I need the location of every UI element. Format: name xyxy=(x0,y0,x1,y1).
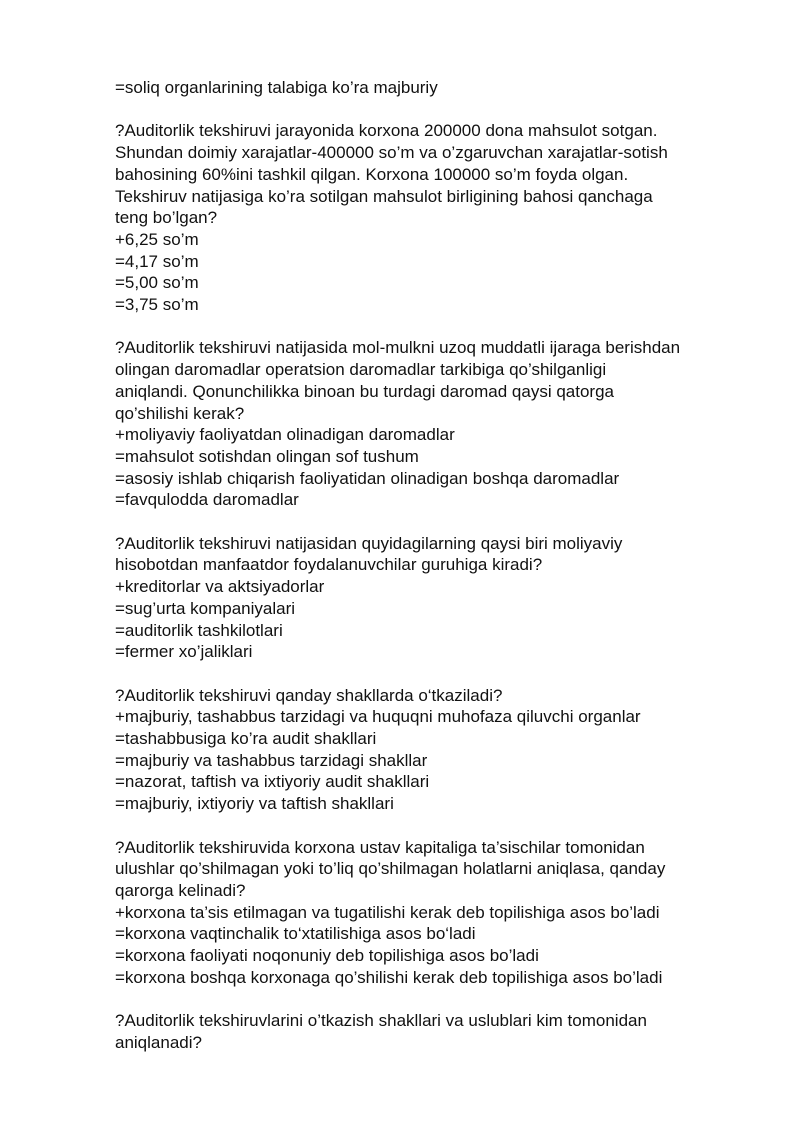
text-line: ?Auditorlik tekshiruvi jarayonida korxona 200000 dona mahsulot sotgan. xyxy=(115,121,658,141)
document-page xyxy=(115,77,755,1054)
blank-line xyxy=(115,663,755,685)
text-line: aniqlandi. Qonunchilikka binoan bu turdagi daromad qaysi qatorga xyxy=(115,381,615,401)
blank-line xyxy=(115,511,755,533)
text-line: ?Auditorlik tekshiruvlarini o’tkazish shakllari va uslublari kim tomonidan xyxy=(115,1011,647,1031)
text-line: =5,00 so’m xyxy=(115,273,199,293)
text-line: =majburiy, ixtiyoriy va taftish shakllari xyxy=(115,794,394,814)
text-line: qarorga kelinadi? xyxy=(115,880,246,900)
text-line: =mahsulot sotishdan olingan sof tushum xyxy=(115,446,419,466)
text-line: =auditorlik tashkilotlari xyxy=(115,620,283,640)
text-line: =asosiy ishlab chiqarish faoliyatidan olinadigan boshqa daromadlar xyxy=(115,468,620,488)
text-line: aniqlanadi? xyxy=(115,1032,202,1052)
text-line: ?Auditorlik tekshiruvida korxona ustav kapitaliga ta’sischilar tomonidan xyxy=(115,837,645,857)
text-line: +kreditorlar va aktsiyadorlar xyxy=(115,577,325,597)
text-line: ulushlar qo’shilmagan yoki to’liq qo’shilmagan holatlarni aniqlasa, qanday xyxy=(115,859,666,879)
text-line: +korxona ta’sis etilmagan va tugatilishi kerak deb topilishiga asos bo’ladi xyxy=(115,902,660,922)
blank-line xyxy=(115,815,755,837)
text-line: qo’shilishi kerak? xyxy=(115,403,245,423)
text-line: =favqulodda daromadlar xyxy=(115,490,299,510)
text-line: =korxona boshqa korxonaga qo’shilishi kerak deb topilishiga asos bo’ladi xyxy=(115,967,663,987)
text-line: =tashabbusiga ko’ra audit shakllari xyxy=(115,729,377,749)
blank-line xyxy=(115,988,755,1010)
text-line: Tekshiruv natijasiga ko’ra sotilgan mahsulot birligining bahosi qanchaga xyxy=(115,186,653,206)
text-line: +moliyaviy faoliyatdan olinadigan daromadlar xyxy=(115,425,455,445)
text-line: =korxona faoliyati noqonuniy deb topilishiga asos bo’ladi xyxy=(115,946,539,966)
text-line: =4,17 so’m xyxy=(115,251,199,271)
blank-line xyxy=(115,316,755,338)
text-line: hisobotdan manfaatdor foydalanuvchilar guruhiga kiradi? xyxy=(115,555,543,575)
text-line: =nazorat, taftish va ixtiyoriy audit shakllari xyxy=(115,772,430,792)
text-line: +majburiy, tashabbus tarzidagi va huquqni muhofaza qiluvchi organlar xyxy=(115,707,641,727)
text-line: ?Auditorlik tekshiruvi qanday shakllarda o‘tkaziladi? xyxy=(115,685,503,705)
text-line: olingan daromadlar operatsion daromadlar tarkibiga qo’shilganligi xyxy=(115,360,607,380)
text-line: =majburiy va tashabbus tarzidagi shakllar xyxy=(115,750,428,770)
text-line: =sug’urta kompaniyalari xyxy=(115,598,296,618)
text-line: ?Auditorlik tekshiruvi natijasidan quyidagilarning qaysi biri moliyaviy xyxy=(115,533,623,553)
text-line: teng bo’lgan? xyxy=(115,208,218,228)
text-line: =korxona vaqtinchalik to‘xtatilishiga asos bo‘ladi xyxy=(115,924,476,944)
text-line: +6,25 so’m xyxy=(115,229,199,249)
text-line: =3,75 so’m xyxy=(115,295,199,315)
text-line: =soliq organlarining talabiga ko’ra majburiy xyxy=(115,78,438,97)
text-line: bahosining 60%ini tashkil qilgan. Korxona 100000 so’m foyda olgan. xyxy=(115,164,629,184)
blank-line xyxy=(115,99,755,121)
text-line: =fermer xo’jaliklari xyxy=(115,642,253,662)
text-line: Shundan doimiy xarajatlar-400000 so’m va o’zgaruvchan xarajatlar-sotish xyxy=(115,143,668,163)
text-line: ?Auditorlik tekshiruvi natijasida mol-mulkni uzoq muddatli ijaraga berishdan xyxy=(115,338,681,358)
